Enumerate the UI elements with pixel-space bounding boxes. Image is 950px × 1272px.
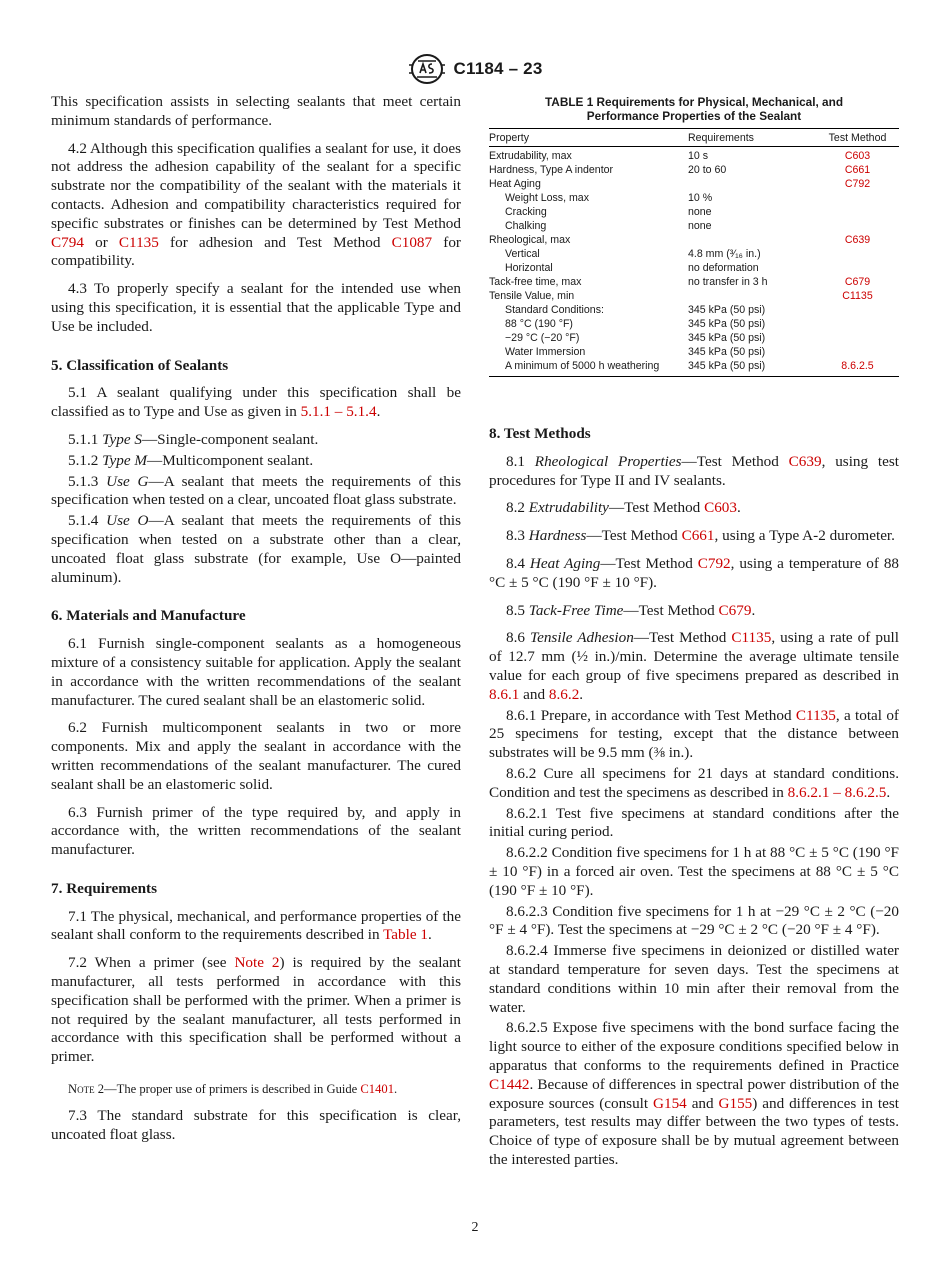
link-c1442[interactable]: C1442 [489, 1075, 530, 1093]
link-g155[interactable]: G155 [718, 1094, 753, 1112]
table-row: Extrudability, max 10 s C603 [489, 147, 899, 164]
link-c661[interactable]: C661 [681, 527, 715, 545]
link-c1401[interactable]: C1401 [360, 1082, 394, 1097]
note-2: Note 2—The proper use of primers is described in Guide C1401. [68, 1082, 398, 1097]
link-g154[interactable]: G154 [653, 1094, 687, 1112]
paragraph-8-6-2-5: 8.6.2.5 Expose five specimens with the bond surface facing the light source to either of the exposure conditions specified below in apparatus that conforms to the requirements defined in Practice C1442. Because of differences in spectral power distribution of the exposure sources (consult G154 and G155) and differences in test parameters, test results may differ between the two types of tests. Choice of type of exposure shall be by mutual agreement between the interested parties. [489, 1019, 899, 1168]
table-row: Standard Conditions: 345 kPa (50 psi) [505, 304, 766, 316]
requirements-table [489, 128, 899, 377]
paragraph-5-1-4: 5.1.4 Use O—A sealant that meets the requirements of this specification when tested on a substrate other than a clear, uncoated float glass substrate (for example, Use O—painted aluminum). [51, 512, 461, 586]
table-row: Weight Loss, max 10 % [505, 192, 713, 204]
link-c603[interactable]: C603 [704, 499, 737, 517]
paragraph-8-3: 8.3 Hardness—Test Method C661, using a Type A-2 durometer. [506, 527, 895, 545]
link-c1135[interactable]: C1135 [731, 629, 772, 647]
paragraph-7-2: 7.2 When a primer (see Note 2) is required by the sealant manufacturer, all tests performed in accordance with this specification shall be performed with the primer. When a primer is not required by the sealant manufacturer, all tests performed in accordance with this specification shall be performed without a primer. [51, 954, 461, 1066]
header-test-method: Test Method [816, 129, 899, 147]
paragraph-8-6-2-1: 8.6.2.1 Test five specimens at standard conditions after the initial curing period. [489, 804, 899, 841]
link-c792[interactable]: C792 [697, 554, 731, 572]
section-7-heading: 7. Requirements [51, 879, 158, 897]
paragraph-5-1-3: 5.1.3 Use G—A sealant that meets the requirements of this specification when tested on a clear, uncoated float glass substrate. [51, 472, 461, 509]
paragraph-7-1: 7.1 The physical, mechanical, and performance properties of the sealant shall conform to the requirements described in Table 1. [51, 907, 461, 944]
table-1-caption: TABLE 1 Requirements for Physical, Mechanical, and Performance Properties of the Sealant [544, 95, 844, 123]
method-link[interactable]: C679 [844, 276, 871, 288]
link-table-1[interactable]: Table 1 [383, 926, 428, 944]
table-row: Rheological, max C639 [489, 233, 899, 247]
table-header-row [489, 129, 899, 147]
link-c1087[interactable]: C1087 [391, 233, 433, 251]
paragraph-4-3: 4.3 To properly specify a sealant for the intended use when using this specification, it is essential that the applicable Type and Use be included. [51, 280, 461, 335]
table-row: Water Immersion 345 kPa (50 psi) [505, 346, 766, 358]
table-row: Heat Aging C792 [489, 177, 899, 191]
table-row: Horizontal no deformation [505, 262, 759, 274]
left-column [51, 93, 461, 1154]
link-c639[interactable]: C639 [788, 452, 822, 470]
method-link[interactable]: C639 [844, 234, 871, 246]
link-8-6-2-1-to-8-6-2-5[interactable]: 8.6.2.1 – 8.6.2.5 [787, 783, 887, 801]
link-c679[interactable]: C679 [718, 601, 752, 619]
method-link[interactable]: C792 [844, 178, 871, 190]
section-5-heading: 5. Classification of Sealants [51, 356, 229, 374]
paragraph-5-1-2: 5.1.2 Type M—Multicomponent sealant. [68, 451, 314, 469]
link-5-1-1-to-5-1-4[interactable]: 5.1.1 – 5.1.4 [300, 403, 377, 421]
table-row: Hardness, Type A indentor 20 to 60 C661 [489, 163, 899, 177]
paragraph-4-2: 4.2 Although this specification qualifies a sealant for use, it does not address the adhesion capability of the sealant for a specific substrate nor the compatibility of the sealant with the materials it contacts. Adhesion and compatibility characteristics required for specific substrates or finishes can be determined by Test Method C794 or C1135 for adhesion and Test Method C1087 for compatibility. [51, 139, 461, 270]
paragraph-8-2: 8.2 Extrudability—Test Method C603. [506, 499, 741, 517]
standard-designation: C1184 – 23 [453, 59, 543, 78]
method-link[interactable]: 8.6.2.5 [841, 360, 874, 372]
table-row: −29 °C (−20 °F) 345 kPa (50 psi) [505, 332, 766, 344]
link-c1135[interactable]: C1135 [118, 233, 159, 251]
paragraph-8-6-2-4: 8.6.2.4 Immerse five specimens in deionized or distilled water at standard temperature for seven days. Test the specimens at standard conditions within 10 min after their removal from the water. [489, 942, 899, 1016]
paragraph-8-6-2-2: 8.6.2.2 Condition five specimens for 1 h at 88 °C ± 5 °C (190 °F ± 10 °F) in a forced air oven. Test the specimens at 88 °C ± 5 °C (190 °F ± 10 °F). [489, 844, 899, 899]
astm-logo-icon [408, 53, 446, 85]
table-row: Cracking none [505, 206, 712, 218]
method-link[interactable]: C661 [844, 164, 871, 176]
link-8-6-2[interactable]: 8.6.2 [548, 685, 580, 703]
table-row: Chalking none [505, 220, 712, 232]
link-c794[interactable]: C794 [51, 233, 84, 251]
paragraph-6-1: 6.1 Furnish single-component sealants as a homogeneous mixture of a consistency suitable for application. Apply the sealant in accordance with the written recommendations of the sealant manufacturer. The cured sealant shall be an elastomeric solid. [51, 635, 461, 709]
section-6-heading: 6. Materials and Manufacture [51, 607, 246, 625]
table-row: A minimum of 5000 h weathering 345 kPa (50 psi) 8.6.2.5 [489, 359, 899, 377]
header-requirements: Requirements [688, 129, 816, 147]
table-row: Tack-free time, max no transfer in 3 h C679 [489, 275, 899, 289]
paragraph-8-1: 8.1 Rheological Properties—Test Method C639, using test procedures for Type II and IV sealants. [489, 452, 899, 489]
page-header [0, 52, 950, 86]
right-column [489, 93, 899, 1172]
paragraph-7-3: 7.3 The standard substrate for this specification is clear, uncoated float glass. [51, 1107, 461, 1143]
paragraph-4-1-continued: This specification assists in selecting sealants that meet certain minimum standards of performance. [51, 93, 461, 129]
table-row: Tensile Value, min C1135 [489, 289, 899, 303]
paragraph-5-1-1: 5.1.1 Type S—Single-component sealant. [68, 430, 319, 448]
table-row: Vertical 4.8 mm (³⁄₁₆ in.) [505, 248, 761, 260]
paragraph-8-6-2: 8.6.2 Cure all specimens for 21 days at standard conditions. Condition and test the specimens as described in 8.6.2.1 – 8.6.2.5. [489, 764, 899, 801]
link-c1135[interactable]: C1135 [795, 706, 836, 724]
paragraph-8-4: 8.4 Heat Aging—Test Method C792, using a temperature of 88 °C ± 5 °C (190 °F ± 10 °F). [489, 554, 900, 591]
paragraph-6-2: 6.2 Furnish multicomponent sealants in two or more components. Mix and apply the sealant in accordance with the written recommendations of the sealant manufacturer. The cured sealant shall be an elastomeric solid. [51, 719, 461, 793]
paragraph-8-6-2-3: 8.6.2.3 Condition five specimens for 1 h at −29 °C ± 2 °C (−20 °F ± 4 °F). Test the specimens at −29 °C ± 2 °C (−20 °F ± 4 °F). [489, 902, 899, 939]
link-note-2[interactable]: Note 2 [234, 954, 280, 972]
section-8-heading: 8. Test Methods [489, 425, 591, 442]
paragraph-8-5: 8.5 Tack-Free Time—Test Method C679. [506, 601, 756, 619]
link-8-6-1[interactable]: 8.6.1 [489, 685, 520, 703]
table-row: 88 °C (190 °F) 345 kPa (50 psi) [505, 318, 766, 330]
method-link[interactable]: C1135 [842, 290, 873, 302]
header-property: Property [489, 129, 688, 147]
paragraph-8-6-1: 8.6.1 Prepare, in accordance with Test Method C1135, a total of 25 specimens for testing, except that the distance between substrates will be 9.5 mm (⅜ in.). [489, 706, 899, 762]
paragraph-8-6: 8.6 Tensile Adhesion—Test Method C1135, using a rate of pull of 12.7 mm (½ in.)/min. Determine the average ultimate tensile value for each group of five specimens prepared as described in 8.6.1 and 8.6.2. [489, 629, 899, 703]
paragraph-6-3: 6.3 Furnish primer of the type required by, and apply in accordance with, the written recommendations of the sealant manufacturer. [51, 803, 461, 859]
method-link[interactable]: C603 [844, 150, 871, 162]
paragraph-5-1: 5.1 A sealant qualifying under this specification shall be classified as to Type and Use as given in 5.1.1 – 5.1.4. [51, 384, 461, 421]
page-number: 2 [471, 1220, 479, 1235]
